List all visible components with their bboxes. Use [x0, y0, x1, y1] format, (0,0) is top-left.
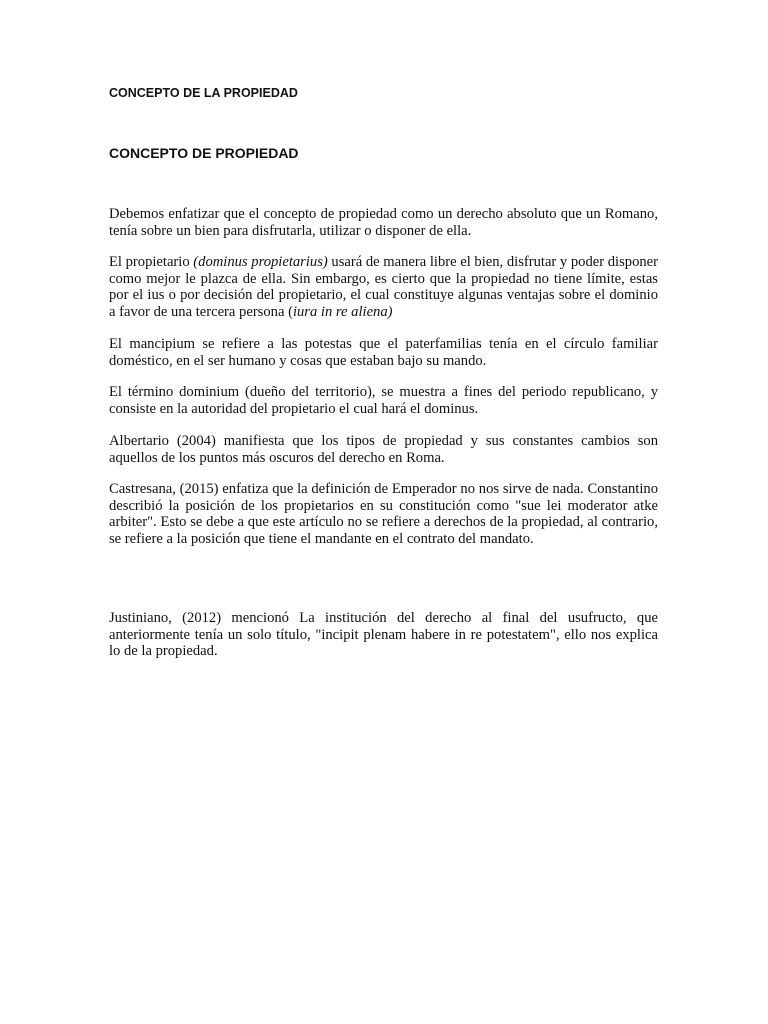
paragraph-1: Debemos enfatizar que el concepto de propiedad como un derecho absoluto que un Romano, tenía sobre un bien para disfrutarla, utilizar o disponer de ella.	[109, 206, 658, 239]
paragraph-3: El mancipium se refiere a las potestas que el paterfamilias tenía en el círculo familiar doméstico, en el ser humano y cosas que estaban bajo su mando.	[109, 336, 658, 369]
paragraph-5: Albertario (2004) manifiesta que los tipos de propiedad y sus constantes cambios son aquellos de los puntos más oscuros del derecho en Roma.	[109, 433, 658, 466]
paragraph-6: Castresana, (2015) enfatiza que la definición de Emperador no nos sirve de nada. Constantino describió la posición de los propietarios en su constitución como "sue lei moderator atke arbiter". Esto se debe a que este artículo no se refiere a derechos de la propiedad, al contrario, se refiere a la posición que tiene el mandante en el contrato del mandato.	[109, 481, 658, 547]
paragraph-7: Justiniano, (2012) mencionó La institución del derecho al final del usufructo, que anteriormente tenía un solo título, "incipit plenam habere in re potestatem", ello nos explica lo de la propiedad.	[109, 610, 658, 660]
paragraph-2-italic-dominus: (dominus propietarius)	[193, 254, 328, 270]
paragraph-2-italic-iura: iura in re aliena)	[292, 303, 393, 320]
paragraph-2-text-b: usará de manera libre el bien, disfrutar y poder disponer como mejor le plazca de ella. Sin embargo, es cierto que la propiedad no tiene límite, estas por el ius o por decisión del propietario, el cual constituye algunas ventajas sobre el dominio a favor de una tercera persona (	[109, 254, 659, 320]
paragraph-2	[109, 254, 658, 320]
document-title: CONCEPTO DE LA PROPIEDAD	[109, 86, 298, 100]
section-heading: CONCEPTO DE PROPIEDAD	[109, 145, 299, 161]
paragraph-4: El término dominium (dueño del territorio), se muestra a fines del periodo republicano, y consiste en la autoridad del propietario el cual hará el dominus.	[109, 384, 658, 417]
paragraph-2-text-a: El propietario	[109, 254, 194, 270]
